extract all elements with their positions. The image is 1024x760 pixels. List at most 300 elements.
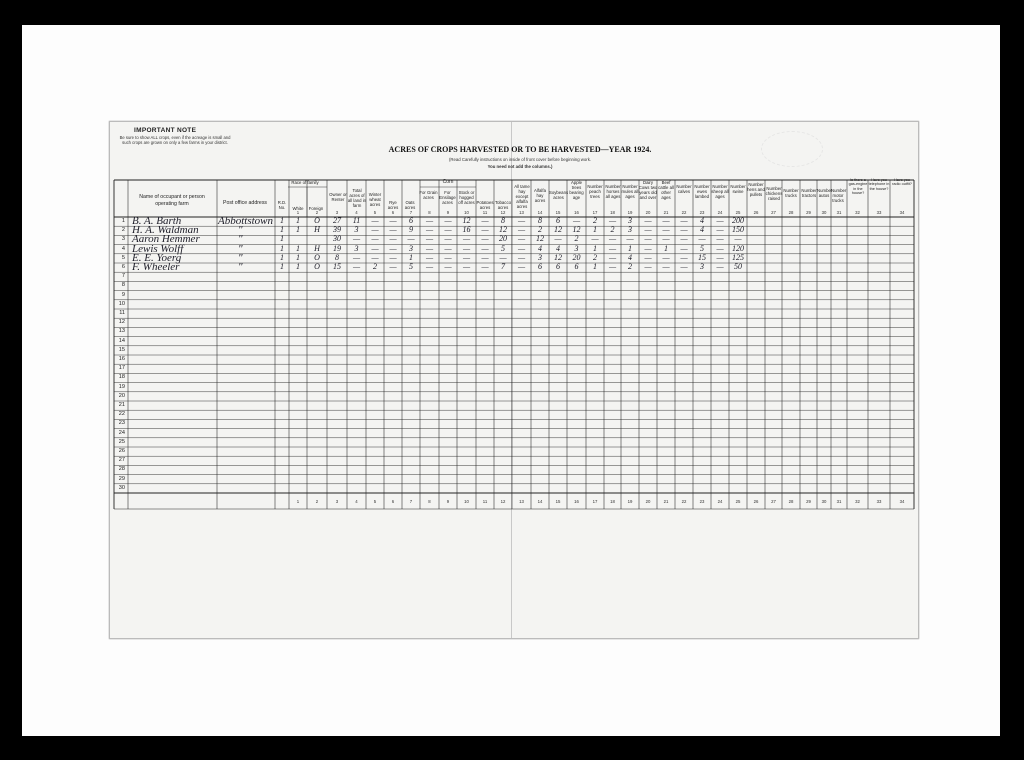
entry-cell: 1 (296, 262, 300, 271)
entry-cell: 2 (574, 234, 579, 244)
entry-cell: — (407, 234, 415, 244)
column-index-number: 2 (315, 210, 319, 215)
entry-cell: 4 (538, 243, 542, 253)
column-footer-number: 19 (627, 499, 633, 504)
entry-cell: — (644, 252, 652, 262)
header-corn-ensilage: For Ensilage acres (439, 190, 456, 205)
entry-cell: — (517, 252, 526, 262)
column-index-number: 17 (592, 210, 598, 215)
column-footer-number: 29 (806, 499, 811, 504)
entry-cell: — (371, 252, 379, 262)
column-footer-number: 33 (876, 499, 882, 504)
header-q-phone: Have you telephone in the house? (868, 178, 890, 191)
entry-cell: 11 (352, 216, 361, 225)
entry-cell: — (352, 234, 361, 244)
entry-cell: 6 (556, 262, 560, 271)
column-index-number: 25 (735, 210, 741, 215)
header-corn: Corn (442, 179, 454, 185)
column-footer-number: 1 (296, 499, 300, 504)
column-index-number: 30 (821, 210, 827, 215)
entry-cell: — (444, 234, 452, 244)
entry-cell: 150 (732, 225, 744, 235)
entry-cell: — (481, 216, 489, 225)
entry-cell: H (314, 243, 320, 253)
occupant-name: Lewis Wolff (132, 242, 184, 255)
entry-cell: — (680, 252, 688, 262)
row-number: 10 (118, 300, 125, 307)
entry-cell: 3 (354, 243, 359, 253)
column-index-number: 24 (717, 210, 723, 215)
entry-cell: — (644, 243, 652, 253)
entry-cell: — (444, 216, 452, 225)
entry-cell: — (425, 216, 434, 225)
column-index-number: 22 (681, 210, 687, 215)
header-q-radio: Have you radio outfit? (892, 178, 912, 187)
row-number: 25 (118, 438, 125, 445)
entry-cell: — (499, 252, 507, 262)
row-number: 6 (121, 264, 125, 270)
form-instructions: (Read Carefully instructions on inside of front cover before beginning work. (448, 157, 592, 162)
entry-cell: 2 (593, 252, 597, 262)
occupant-name: E. E. Yoerg (132, 251, 182, 264)
column-index-number: 34 (899, 210, 905, 215)
column-footer-number: 14 (537, 499, 543, 504)
column-index-number: 18 (610, 210, 615, 215)
entry-cell: 30 (333, 234, 341, 244)
header-total-acres: Total acres of all land in farm (347, 188, 367, 208)
entry-cell: — (425, 262, 434, 271)
entry-cell: — (554, 234, 562, 244)
column-index-number: 21 (663, 210, 669, 215)
post-office-address: " (238, 224, 243, 237)
entry-cell: 2 (628, 262, 632, 271)
entry-cell: 3 (628, 225, 632, 235)
header-post-office: Post office address (222, 200, 268, 206)
column-footer-number: 7 (409, 499, 413, 504)
entry-cell: 1 (280, 262, 284, 271)
entry-cell: 1 (593, 262, 597, 271)
entry-cell: 4 (628, 252, 632, 262)
row-number: 30 (118, 484, 125, 491)
column-footer-number: 18 (610, 499, 615, 504)
header-alfalfa: All tame hay except alfalfa acres (514, 184, 530, 209)
entry-cell: 12 (572, 225, 581, 235)
entry-cell: 39 (333, 225, 341, 235)
header-tractors: Number tractors (801, 188, 817, 198)
entry-cell: 12 (554, 252, 562, 262)
entry-cell: 1 (628, 243, 632, 253)
header-autos: Number autos (817, 188, 833, 198)
entry-cell: — (680, 262, 688, 271)
entry-cell: 2 (538, 225, 542, 235)
row-number: 15 (118, 346, 125, 353)
post-office-address: " (238, 261, 243, 273)
entry-cell: 12 (462, 216, 471, 225)
entry-cell: 120 (732, 243, 744, 253)
header-soybeans: Soybeans acres (549, 190, 569, 200)
row-number: 2 (121, 227, 125, 234)
entry-cell: 3 (700, 262, 704, 271)
header-winter-wheat: Winter wheat acres (368, 192, 382, 207)
column-footer-number: 20 (645, 499, 651, 504)
column-footer-number: 13 (519, 499, 524, 504)
entry-cell: — (444, 243, 452, 253)
entry-cell: — (444, 262, 452, 271)
header-hens: Number hens and pullets (747, 182, 765, 197)
entry-cell: 200 (732, 216, 744, 225)
entry-cell: — (644, 262, 652, 271)
header-tobacco: Tobacco acres (494, 200, 511, 210)
entry-cell: 1 (280, 234, 284, 244)
entry-cell: 1 (280, 216, 284, 225)
entry-cell: 1 (296, 216, 300, 225)
column-index-number: 16 (574, 210, 579, 215)
important-note-body: Be sure to show ALL crops, even if the acreage is small and such crops are grown on only a few farms in your district. (119, 135, 231, 145)
entry-cell: 16 (462, 225, 471, 235)
entry-cell: O (314, 252, 320, 262)
header-horses: Number horses all ages (605, 184, 621, 199)
post-office-address: " (238, 242, 243, 255)
entry-cell: 9 (409, 225, 413, 235)
column-index-number: 10 (464, 210, 469, 215)
column-index-number: 11 (482, 210, 488, 215)
entry-cell: 1 (296, 252, 300, 262)
header-peach-trees: Number peach trees (587, 184, 603, 199)
column-index-number: 1 (296, 210, 300, 215)
header-race: Race of family (291, 180, 319, 185)
entry-cell: — (716, 225, 724, 235)
entry-cell: — (626, 234, 634, 244)
entry-cell: 1 (280, 225, 284, 235)
entry-cell: — (517, 262, 526, 271)
column-footer-number: 28 (788, 499, 794, 504)
column-footer-number: 27 (771, 499, 776, 504)
entry-cell: — (462, 243, 471, 253)
row-number: 20 (118, 392, 125, 399)
column-footer-number: 15 (555, 499, 561, 504)
header-q-pay: Is there a gas-engine in the house? (848, 178, 868, 196)
column-index-number: 20 (645, 210, 651, 215)
row-number: 26 (118, 448, 125, 454)
entry-cell: — (662, 225, 670, 235)
entry-cell: — (662, 234, 670, 244)
entry-cell: — (716, 252, 724, 262)
entry-cell: — (444, 252, 452, 262)
column-footer-number: 24 (717, 499, 723, 504)
entry-cell: — (517, 216, 526, 225)
column-footer-number: 34 (899, 499, 905, 504)
entry-cell: 20 (572, 252, 581, 262)
entry-cell: — (371, 234, 379, 244)
row-number: 22 (118, 411, 125, 418)
column-footer-number: 4 (355, 499, 358, 504)
entry-cell: — (389, 243, 397, 253)
entry-cell: — (680, 243, 688, 253)
occupant-name: B. A. Barth (132, 215, 182, 227)
header-mules: Number mules all ages (621, 184, 639, 199)
occupant-name: Aaron Hemmer (132, 233, 200, 246)
column-index-number: 29 (806, 210, 811, 215)
header-rye: Rye acres (387, 200, 399, 210)
row-number: 7 (121, 273, 125, 280)
entry-cell: — (389, 216, 397, 225)
entry-cell: 3 (354, 225, 359, 235)
entry-cell: — (352, 252, 361, 262)
entry-cell: — (662, 262, 670, 271)
entry-cell: 4 (700, 225, 704, 235)
entry-cell: 15 (698, 252, 706, 262)
entry-cell: 2 (610, 225, 615, 235)
entry-cell: — (644, 225, 652, 235)
entry-cell: — (389, 262, 397, 271)
column-footer-number: 23 (699, 499, 705, 504)
column-footer-number: 21 (663, 499, 669, 504)
row-number: 27 (118, 457, 125, 464)
entry-cell: 1 (280, 243, 284, 253)
entry-cell: 5 (409, 262, 413, 271)
entry-cell: 6 (556, 216, 560, 225)
entry-cell: 8 (501, 216, 505, 225)
entry-cell: — (371, 216, 379, 225)
entry-cell: — (608, 216, 617, 225)
header-white: White (292, 206, 304, 211)
post-office-address: " (238, 251, 243, 264)
header-other-cattle: Beef cattle all other ages (658, 180, 674, 200)
entry-cell: 3 (574, 243, 579, 253)
header-trucks: Number trucks (783, 188, 799, 198)
column-index-number: 12 (500, 210, 506, 215)
header-calves: Number calves (676, 184, 692, 194)
form-title: ACRES OF CROPS HARVESTED OR TO BE HARVESTED—YEAR 1924. (388, 145, 652, 154)
column-index-number: 15 (555, 210, 561, 215)
entry-cell: 125 (732, 252, 744, 262)
column-footer-number: 22 (681, 499, 687, 504)
entry-cell: — (389, 225, 397, 235)
entry-cell: — (608, 262, 617, 271)
header-owner: Owner or Renter (329, 192, 347, 202)
column-footer-number: 2 (315, 499, 319, 504)
header-corn-grain: For Grain acres (419, 190, 438, 200)
column-index-number: 19 (627, 210, 633, 215)
entry-cell: — (389, 234, 397, 244)
entry-cell: — (591, 234, 599, 244)
column-index-number: 5 (373, 210, 377, 215)
entry-cell: 7 (501, 262, 505, 271)
column-footer-number: 12 (500, 499, 506, 504)
entry-cell: — (371, 225, 379, 235)
column-index-number: 7 (409, 210, 413, 215)
entry-cell: 1 (296, 225, 300, 235)
entry-cell: — (716, 216, 724, 225)
row-number: 29 (118, 475, 125, 482)
column-footer-number: 8 (428, 499, 431, 504)
entry-cell: — (734, 234, 742, 244)
column-footer-number: 5 (373, 499, 377, 504)
entry-cell: 12 (536, 234, 544, 244)
row-number: 18 (118, 374, 125, 381)
entry-cell: O (314, 216, 320, 225)
entry-cell: — (716, 243, 724, 253)
header-apple-trees: Apple trees bearing age (569, 180, 584, 200)
row-number: 8 (121, 282, 125, 289)
occupant-name: F. Wheeler (132, 261, 180, 273)
entry-cell: — (462, 234, 471, 244)
entry-cell: 5 (700, 243, 704, 253)
row-number: 5 (121, 254, 125, 261)
entry-cell: — (389, 252, 397, 262)
column-index-number: 32 (855, 210, 860, 215)
row-number: 24 (118, 429, 125, 436)
entry-cell: 1 (280, 252, 284, 262)
column-footer-number: 9 (446, 499, 450, 504)
entry-cell: O (314, 262, 320, 271)
column-index-number: 9 (446, 210, 450, 215)
column-index-number: 23 (699, 210, 705, 215)
entry-cell: 3 (628, 216, 632, 225)
entry-cell: 1 (593, 243, 597, 253)
row-number: 1 (121, 218, 125, 224)
header-sheep: Number sheep all ages (711, 184, 729, 199)
row-number: 12 (118, 319, 125, 326)
entry-cell: — (716, 234, 724, 244)
entry-cell: 2 (373, 262, 377, 271)
row-number: 14 (118, 337, 125, 344)
header-rd: R.D. No. (277, 200, 287, 210)
column-index-number: 26 (753, 210, 759, 215)
entry-cell: 19 (333, 243, 341, 253)
entry-cell: 12 (554, 225, 562, 235)
header-alfalfa-hay: Alfalfa hay acres (534, 188, 546, 203)
entry-cell: — (517, 225, 526, 235)
column-index-number: 27 (771, 210, 776, 215)
entry-cell: — (608, 252, 617, 262)
entry-cell: 27 (333, 216, 341, 225)
row-number: 21 (118, 402, 125, 408)
column-footer-number: 17 (592, 499, 598, 504)
entry-cell: 1 (593, 225, 597, 235)
column-footer-number: 16 (574, 499, 579, 504)
entry-cell: — (481, 243, 489, 253)
row-number: 4 (121, 245, 125, 252)
entry-cell: 20 (499, 234, 507, 244)
entry-cell: — (662, 252, 670, 262)
header-corn-stock: Stock or hogged off acres (458, 190, 475, 205)
entry-cell: — (608, 234, 617, 244)
row-number: 23 (118, 420, 125, 427)
form-notice: You need not add the columns.) (487, 164, 553, 169)
entry-cell: 12 (499, 225, 507, 235)
entry-cell: — (352, 262, 361, 271)
entry-cell: — (371, 243, 379, 253)
column-index-number: 8 (428, 210, 431, 215)
entry-cell: 3 (538, 252, 542, 262)
row-number: 16 (118, 356, 125, 362)
entry-cell: 1 (296, 243, 300, 253)
entry-cell: — (608, 243, 617, 253)
entry-cell: 1 (664, 243, 668, 253)
column-footer-number: 30 (821, 499, 827, 504)
column-footer-number: 31 (836, 499, 842, 504)
row-number: 17 (118, 365, 125, 372)
column-footer-number: 10 (464, 499, 469, 504)
entry-cell: — (680, 234, 688, 244)
entry-cell: 4 (556, 243, 560, 253)
header-oats: Oats acres (404, 200, 416, 210)
header-ewes: Number ewes lambed (694, 184, 710, 199)
census-form-sheet (109, 121, 919, 639)
entry-cell: — (698, 234, 706, 244)
header-potatoes: Potatoes acres (476, 200, 494, 210)
row-number: 13 (118, 328, 125, 335)
entry-cell: — (425, 243, 434, 253)
entry-cell: — (644, 234, 652, 244)
entry-cell: — (680, 225, 688, 235)
column-footer-number: 32 (855, 499, 860, 504)
column-index-number: 13 (519, 210, 524, 215)
column-footer-number: 11 (482, 499, 488, 504)
entry-cell: — (425, 234, 434, 244)
entry-cell: — (481, 225, 489, 235)
header-milk-cows: Dairy Cows two years old and over (638, 180, 658, 200)
row-number: 3 (121, 236, 125, 243)
header-chickens: Number chickens raised (765, 186, 783, 201)
column-index-number: 4 (355, 210, 358, 215)
entry-cell: — (425, 252, 434, 262)
column-footer-number: 6 (391, 499, 395, 504)
entry-cell: — (680, 216, 688, 225)
column-index-number: 3 (335, 210, 339, 215)
entry-cell: — (716, 262, 724, 271)
entry-cell: 50 (734, 262, 742, 271)
entry-cell: — (462, 262, 471, 271)
entry-cell: — (517, 243, 526, 253)
entry-cell: — (481, 262, 489, 271)
entry-cell: 5 (501, 243, 505, 253)
header-foreign: Foreign (308, 206, 324, 211)
entry-cell: 8 (335, 252, 339, 262)
entry-cell: — (572, 216, 581, 225)
row-number: 11 (119, 310, 125, 316)
entry-cell: — (481, 234, 489, 244)
entry-cell: — (481, 252, 489, 262)
entry-cell: 1 (409, 252, 413, 262)
header-motor: Number motor trucks (831, 188, 847, 203)
column-footer-number: 25 (735, 499, 741, 504)
column-index-number: 6 (391, 210, 395, 215)
entry-cell: 6 (409, 216, 413, 225)
entry-cell: 8 (538, 216, 542, 225)
column-index-number: 14 (537, 210, 543, 215)
column-index-number: 33 (876, 210, 882, 215)
row-number: 28 (118, 466, 125, 473)
entry-cell: 6 (538, 262, 542, 271)
row-number: 9 (121, 291, 125, 298)
entry-cell: 15 (333, 262, 341, 271)
entry-cell: — (644, 216, 652, 225)
column-index-number: 28 (788, 210, 794, 215)
column-index-number: 31 (836, 210, 842, 215)
entry-cell: — (444, 225, 452, 235)
entry-cell: 3 (409, 243, 413, 253)
entry-cell: — (517, 234, 526, 244)
entry-cell: — (662, 216, 670, 225)
entry-cell: 4 (700, 216, 704, 225)
important-note-title: IMPORTANT NOTE (134, 127, 197, 134)
entry-cell: 6 (574, 262, 579, 271)
column-footer-number: 26 (753, 499, 759, 504)
entry-cell: — (462, 252, 471, 262)
entry-cell: H (314, 225, 320, 235)
